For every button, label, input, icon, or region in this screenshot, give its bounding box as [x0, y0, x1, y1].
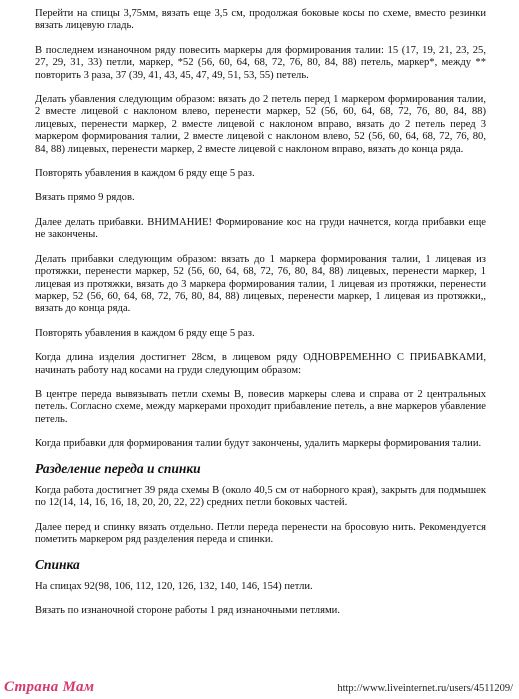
paragraph: Когда длина изделия достигнет 28см, в лицевом ряду ОДНОВРЕМЕННО С ПРИБАВКАМИ, начинать работу над косами на груди следующим образом: — [35, 352, 486, 376]
paragraph: Когда работа достигнет 39 ряда схемы В (около 40,5 см от наборного края), закрыть для подмышек по 12(14, 14, 16, 16, 18, 20, 20, 22, 22) средних петли боковых частей. — [35, 484, 486, 509]
site-logo: Страна Мам — [4, 679, 95, 695]
paragraph: Повторять убавления в каждом 6 ряду еще 5 раз. — [35, 168, 255, 180]
section-heading-back: Спинка — [35, 556, 80, 572]
paragraph: Далее делать прибавки. ВНИМАНИЕ! Формирование кос на груди начнется, когда прибавки еще не закончены. — [35, 216, 486, 241]
source-url[interactable]: http://www.liveinternet.ru/users/4511209/ — [337, 683, 513, 694]
paragraph: Делать убавления следующим образом: вязать до 2 петель перед 1 маркером формирования талии, 2 вместе лицевой с наклоном влево, перенести маркер, 52 (56, 60, 64, 68, 72, 76, 80, 84, 88) лицевых, перенести маркер, 2 вместе лицевой с наклоном вправо, вязать до 2 петель перед 3 маркером формирования талии, 2 вместе лицевой с наклоном влево, 52 (56, 60, 64, 68, 72, 76, 80, 84, 88) лицевых, перенести маркер, 2 вместе лицевой с наклоном вправо, вязать до конца ряда. — [35, 94, 486, 155]
footer — [0, 677, 519, 699]
paragraph: На спицах 92(98, 106, 112, 120, 126, 132, 140, 146, 154) петли. — [35, 581, 313, 592]
paragraph: Далее перед и спинку вязать отдельно. Петли переда перенести на бросовую нить. Рекомендуется пометить маркером ряд разделения переда и спинки. — [35, 521, 486, 546]
paragraph: Повторять убавления в каждом 6 ряду еще 5 раз. — [35, 327, 255, 339]
paragraph: В центре переда вывязывать петли схемы В, повесив маркеры слева и справа от 2 центральных петель. Согласно схеме, между маркерами проходит прибавление петель, а вне маркеров убавление петель. — [35, 388, 486, 425]
paragraph: Когда прибавки для формирования талии будут закончены, удалить маркеры формирования талии. — [35, 438, 482, 450]
paragraph: Перейти на спицы 3,75мм, вязать еще 3,5 см, продолжая боковые косы по схеме, вместо резинки вязать лицевую гладь. — [35, 8, 486, 32]
paragraph: Вязать прямо 9 рядов. — [35, 192, 135, 204]
paragraph: В последнем изнаночном ряду повесить маркеры для формирования талии: 15 (17, 19, 21, 23, 25, 27, 29, 31, 33) петли, маркер, *52 (56, 60, 64, 68, 72, 76, 80, 84, 88) петель, маркер*, между ** повторить 3 раза, 37 (39, 41, 43, 45, 47, 49, 51, 53, 55) петель. — [35, 44, 486, 81]
paragraph: Делать прибавки следующим образом: вязать до 1 маркера формирования талии, 1 лицевая из протяжки, перенести маркер, 52 (56, 60, 64, 68, 72, 76, 80, 84, 88) лицевых, перенести маркер, 1 лицевая из протяжки, вязать до 3 маркера формирования талии, 1 лицевая из протяжки, перенести маркер, 52 (56, 60, 64, 68, 72, 76, 80, 84, 88) лицевых, перенести маркер, 1 лицевая из протяжки,, вязать до конца ряда. — [35, 253, 486, 315]
section-heading-division: Разделение переда и спинки — [35, 460, 201, 476]
paragraph: Вязать по изнаночной стороне работы 1 ряд изнаночными петлями. — [35, 605, 340, 617]
